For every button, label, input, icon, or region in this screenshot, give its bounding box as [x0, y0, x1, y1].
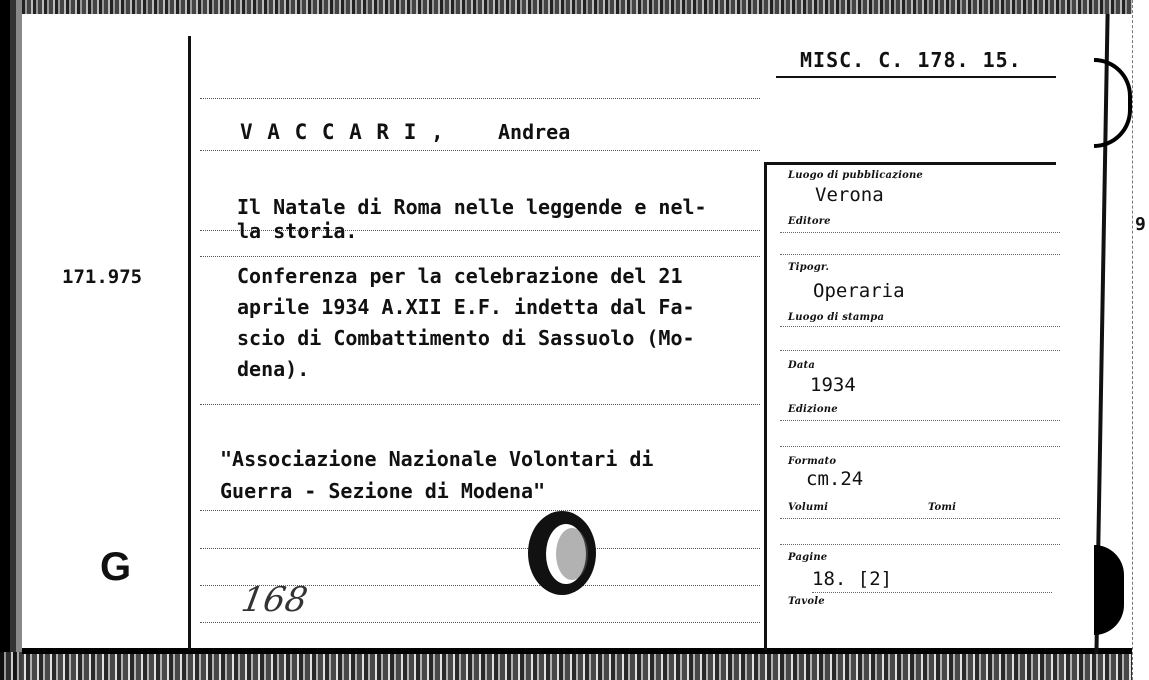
field-rule: [812, 592, 1052, 593]
ruled-line: [200, 622, 760, 623]
right-margin-strip: [1132, 0, 1149, 680]
title-line: aprile 1934 A.XII E.F. indetta dal Fa-: [237, 295, 695, 319]
value-data: 1934: [810, 374, 856, 396]
handwritten-note: 168: [238, 580, 311, 620]
author-surname: V A C C A R I ,: [240, 120, 445, 144]
value-formato: cm.24: [806, 468, 864, 490]
title-line: scio di Combattimento di Sassuolo (Mo-: [237, 326, 695, 350]
label-tomi: Tomi: [928, 502, 957, 513]
ruled-line: [200, 510, 760, 511]
label-tipogr: Tipogr.: [788, 262, 830, 273]
label-editore: Editore: [788, 216, 831, 227]
title-line: dena).: [237, 357, 310, 381]
publisher-line: Guerra - Sezione di Modena": [220, 479, 546, 503]
top-scan-edge: [0, 0, 1149, 14]
ruled-line: [200, 256, 760, 257]
ruled-line: [200, 98, 760, 99]
field-rule: [780, 326, 1060, 327]
label-tavole: Tavole: [788, 596, 825, 607]
punch-hole-bottom: [1094, 545, 1124, 635]
ruled-line: [200, 404, 760, 405]
punch-hole-top: [1094, 58, 1132, 148]
value-luogo-pubblicazione: Verona: [815, 184, 884, 206]
label-volumi: Volumi: [788, 502, 829, 513]
field-rule: [780, 420, 1060, 421]
value-tipogr: Operaria: [813, 280, 905, 302]
side-number: 9: [1135, 214, 1146, 235]
left-column-rule: [188, 36, 191, 650]
accession-number: 171.975: [62, 266, 143, 288]
label-luogo-pubblicazione: Luogo di pubblicazione: [788, 170, 923, 181]
shelfmark: MISC. C. 178. 15.: [800, 48, 1022, 72]
ruled-line: [200, 150, 760, 151]
field-rule: [780, 350, 1060, 351]
title-line: Conferenza per la celebrazione del 21: [237, 264, 683, 288]
field-rule: [780, 446, 1060, 447]
field-rule: [780, 232, 1060, 233]
bottom-scan-edge: [0, 652, 1149, 680]
label-luogo-stampa: Luogo di stampa: [788, 312, 885, 323]
library-stamp: [522, 508, 598, 598]
field-rule: [780, 518, 1060, 519]
label-edizione: Edizione: [788, 404, 838, 415]
ruled-line: [200, 548, 760, 549]
value-pagine: 18. [2]: [812, 568, 893, 590]
section-letter: G: [100, 545, 132, 589]
label-pagine: Pagine: [788, 552, 828, 563]
shelfmark-underline: [776, 76, 1056, 78]
title-line: Il Natale di Roma nelle leggende e nel-: [237, 195, 707, 219]
field-rule: [780, 254, 1060, 255]
left-scan-edge: [0, 0, 22, 680]
label-formato: Formato: [788, 456, 837, 467]
field-box-top: [766, 162, 1056, 165]
publisher-line: "Associazione Nazionale Volontari di: [220, 447, 654, 471]
author-name: Andrea: [498, 120, 571, 144]
label-data: Data: [788, 360, 816, 371]
title-line: la storia.: [237, 219, 358, 243]
right-column-rule: [764, 162, 767, 650]
field-rule: [780, 544, 1060, 545]
